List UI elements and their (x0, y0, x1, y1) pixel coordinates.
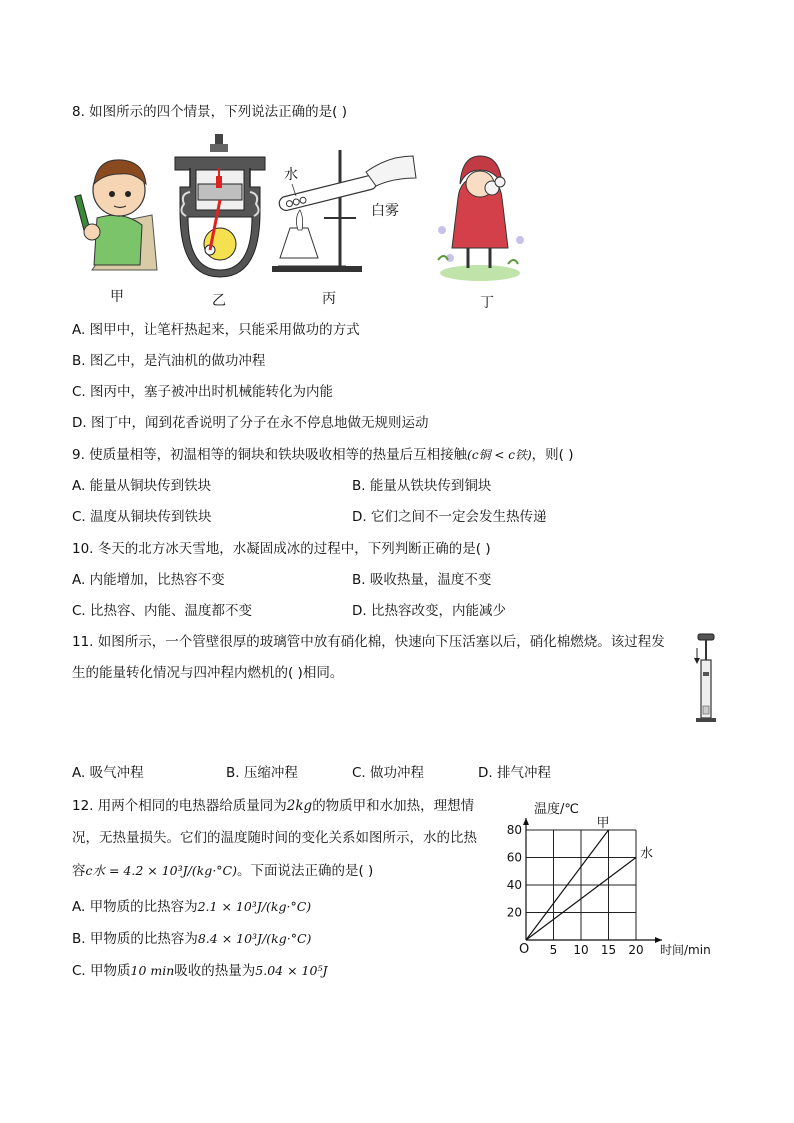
boy-figure (72, 140, 162, 275)
q11-option-b: B. 压缩冲程 (226, 765, 298, 781)
q10-stem: 10. 冬天的北方冰天雪地，水凝固成冰的过程中，下列判断正确的是( ) (72, 541, 491, 557)
series-label-0: 甲 (596, 816, 610, 831)
x-tick-label: 10 (573, 943, 589, 957)
q12-line1-tail: 的物质甲和水加热，理想情 (312, 798, 475, 814)
q12-option-c-mid: 吸收的热量为 (174, 963, 256, 979)
q12-option-a-text: A. 甲物质的比热容为 (72, 899, 198, 915)
q12-option-a (72, 898, 311, 916)
q12-stem-line2: 况，无热量损失。它们的温度随时间的变化关系如图所示，水的比热 (72, 830, 477, 846)
q8-stem: 8. 如图所示的四个情景，下列说法正确的是( ) (72, 104, 347, 120)
q11-stem-line1: 11. 如图所示，一个管壁很厚的玻璃管中放有硝化棉，快速向下压活塞以后，硝化棉燃烧。该过程发 (72, 634, 665, 650)
y-axis-arrow (523, 818, 529, 825)
girl-flowers-figure (430, 148, 530, 288)
y-tick-label: 40 (506, 878, 522, 892)
q10-option-a: A. 内能增加，比热容不变 (72, 572, 225, 588)
q12-line3-tail: 。下面说法正确的是( ) (236, 863, 374, 879)
q12-option-c-heat: 5.04 × 10⁵J (255, 963, 328, 978)
q9-stem-text: 9. 使质量相等，初温相等的铜块和铁块吸收相等的热量后互相接触 (72, 447, 468, 463)
y-tick-label: 20 (506, 905, 522, 920)
label-white-fog: 白雾 (371, 203, 399, 219)
caption-jia: 甲 (110, 289, 124, 305)
y-axis-label: 温度/℃ (534, 802, 579, 817)
q9-stem (72, 446, 574, 464)
q9-option-a: A. 能量从铜块传到铁块 (72, 478, 212, 494)
temperature-time-chart (500, 795, 725, 965)
q8-option-b: B. 图乙中，是汽油机的做功冲程 (72, 353, 266, 369)
q12-line3-text: 容 (72, 863, 86, 879)
q12-option-a-math: 2.1 × 10³J/(kg·°C) (197, 899, 312, 914)
q9-math: (c铜 < c铁) (467, 448, 532, 462)
x-axis-label: 时间/min (660, 943, 711, 957)
caption-yi: 乙 (212, 293, 226, 309)
engine-figure (170, 132, 270, 284)
x-tick-label: 15 (600, 943, 617, 957)
q9-stem-tail: ，则( ) (531, 447, 574, 463)
q8-option-a: A. 图甲中，让笔杆热起来，只能采用做功的方式 (72, 322, 360, 338)
q12-option-c-text: C. 甲物质 (72, 963, 131, 979)
q9-option-b: B. 能量从铁块传到铜块 (352, 478, 492, 494)
q12-line1-text: 12. 用两个相同的电热器给质量同为 (72, 798, 287, 814)
series-label-1: 水 (640, 846, 654, 862)
x-tick-label: 20 (628, 943, 644, 957)
q10-option-d: D. 比热容改变，内能减少 (352, 603, 506, 619)
q12-water-heat: c水 = 4.2 × 10³J/(kg·°C) (85, 863, 237, 878)
q12-option-b-text: B. 甲物质的比热容为 (72, 931, 198, 947)
q11-stem-line2: 生的能量转化情况与四冲程内燃机的( )相同。 (72, 665, 344, 681)
q12-stem-line1 (72, 797, 474, 815)
q11-option-a: A. 吸气冲程 (72, 765, 144, 781)
q12-option-c (72, 962, 327, 980)
y-tick-label: 80 (506, 823, 522, 837)
origin-label: O (519, 942, 530, 957)
glass-tube-figure (690, 632, 722, 724)
q12-option-b-math: 8.4 × 10³J/(kg·°C) (197, 931, 312, 946)
x-tick-label: 5 (549, 943, 558, 957)
q10-option-b: B. 吸收热量，温度不变 (352, 572, 492, 588)
q12-stem-line3 (72, 862, 373, 880)
q12-option-b (72, 930, 311, 948)
q12-option-c-time: 10 min (130, 963, 175, 978)
q9-option-d: D. 它们之间不一定会发生热传递 (352, 509, 547, 525)
caption-ding: 丁 (480, 295, 494, 311)
q8-option-d: D. 图丁中，闻到花香说明了分子在永不停息地做无规则运动 (72, 415, 429, 431)
caption-bing: 丙 (322, 291, 336, 307)
q11-option-d: D. 排气冲程 (478, 765, 551, 781)
label-water: 水 (284, 167, 298, 183)
q10-option-c: C. 比热容、内能、温度都不变 (72, 603, 253, 619)
q11-option-c: C. 做功冲程 (352, 765, 425, 781)
q8-option-c: C. 图丙中，塞子被冲出时机械能转化为内能 (72, 384, 334, 400)
q12-mass: 2kg (286, 798, 313, 814)
y-tick-label: 60 (506, 850, 522, 865)
q9-option-c: C. 温度从铜块传到铁块 (72, 509, 212, 525)
